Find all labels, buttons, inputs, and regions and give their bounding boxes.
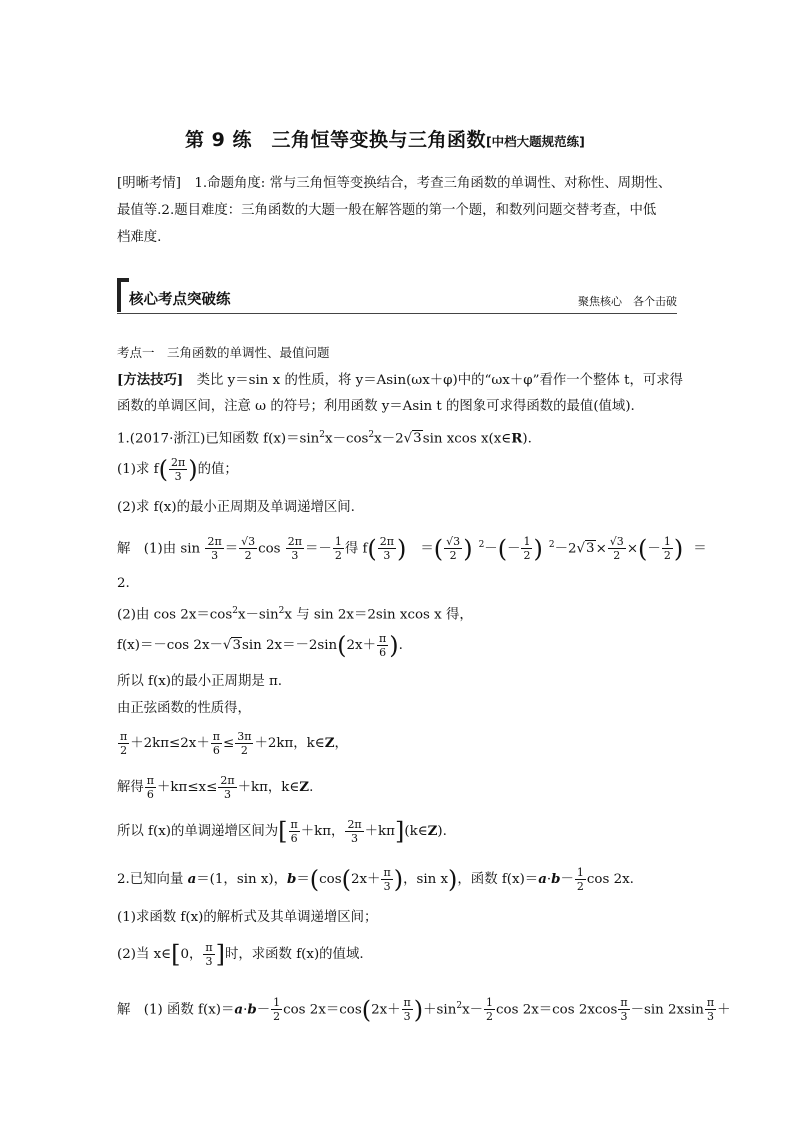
q1-period: 所以 f(x)的最小正周期是 π. (117, 674, 283, 689)
section-header (117, 278, 677, 314)
kaodian-heading: 考点一 三角函数的单调性、最值问题 (117, 345, 330, 360)
q1-stem: 1.(2017·浙江)已知函数 $f(x)=\sin^2x-\cos^2x-2√3\sin$ xcos x(x∈R). (117, 430, 532, 447)
q2-solution-1: 解 (1) 函数 f(x)＝a·b－ $\frac{1}{2}$ cos 2x＝cos(2x＋ $\frac{\pi}{3}$ )$+\sin^2x-$ $\frac{1}{2}$ cos 2x＝cos 2xcos $\frac{\pi}{3}$ －sin 2xsin $\frac{\pi}{3}$ ＋ (117, 995, 731, 1024)
method-line-2: 函数的单调区间，注意 ω 的符号；利用函数 y＝Asin t 的图象可求得函数的最值(值域). (117, 399, 635, 414)
q1-solution-2: (2)由 $\cos 2x=\cos^2x-\sin^2x$ 与 sin 2x＝2sin xcos x 得， (117, 606, 473, 623)
section-rule (117, 313, 677, 314)
section-corner-mark (117, 278, 129, 312)
intro-line-3: 档难度. (117, 230, 162, 245)
q1-solution-f-expr: f(x)＝－cos 2x－√3sin 2x＝－2sin(2x＋ $\frac{\pi}{6}$ ). (117, 631, 403, 660)
intro-line-1: [明晰考情] 1.命题角度: 常与三角恒等变换结合，考查三角函数的单调性、对称性、周期性、 (117, 176, 672, 191)
method-line-1: [方法技巧] 类比 y＝sin x 的性质，将 y＝Asin(ωx＋φ)中的“ωx＋φ”看作一个整体 t，可求得 (117, 372, 684, 388)
q2-part-2: (2)当 x∈[0， $\frac{\pi}{3}$ ]时，求函数 f(x)的值域. (117, 940, 364, 969)
section-slogan: 聚焦核心 各个击破 (578, 295, 677, 308)
page-title: 第 9 练 三角恒等变换与三角函数[中档大题规范练] (185, 129, 585, 151)
q1-solution-1: 解 (1)由 sin $\frac{2\pi}{3}$ ＝ $\frac{√3}{2}$ cos $\frac{2\pi}{3}$ ＝－ $\frac{1}{2}$ 得 f( $\frac{2\pi}{3}$ ) ＝( $\frac{√3}{2}$ ) $^2$－(－ $\frac{1}{2}$ ) $^2$－2√3× $\frac{√3}{2}$ ×(－ $\frac{1}{2}$ ) ＝ (117, 534, 707, 563)
q1-solve: 解得 $\frac{\pi}{6}$ ＋kπ≤x≤ $\frac{2\pi}{3}$ ＋kπ，k∈Z. (117, 774, 314, 801)
q1-sine-property: 由正弦函数的性质得， (117, 701, 251, 716)
q1-increasing-interval: 所以 f(x)的单调递增区间为[ $\frac{\pi}{6}$ ＋kπ， $\frac{2\pi}{3}$ ＋kπ](k∈Z). (117, 817, 447, 846)
q1-part-2: (2)求 f(x)的最小正周期及单调递增区间. (117, 500, 355, 515)
q1-solution-1-result: 2. (117, 576, 130, 591)
fraction: $\frac{2\pi}{3}$ (170, 456, 186, 483)
q1-part-1: (1)求 f( $\frac{2\pi}{3}$ )的值； (117, 455, 238, 484)
intro-line-2: 最值等.2.题目难度：三角函数的大题一般在解答题的第一个题，和数列问题交替考查，中低 (117, 203, 657, 218)
q2-part-1: (1)求函数 f(x)的解析式及其单调递增区间； (117, 910, 378, 925)
title-subtitle: [中档大题规范练] (485, 134, 585, 149)
section-title: 核心考点突破练 (129, 292, 231, 308)
q1-inequality: $\frac{\pi}{2}$ ＋2kπ≤2x＋ $\frac{\pi}{6}$ ≤ $\frac{3\pi}{2}$ ＋2kπ，k∈Z， (120, 730, 348, 757)
q2-stem: 2.已知向量 a＝(1，sin x)，b＝(cos(2x＋ $\frac{\pi}{3}$ )，sin x)，函数 f(x)＝a·b－ $\frac{1}{2}$ cos 2x. (117, 865, 634, 894)
